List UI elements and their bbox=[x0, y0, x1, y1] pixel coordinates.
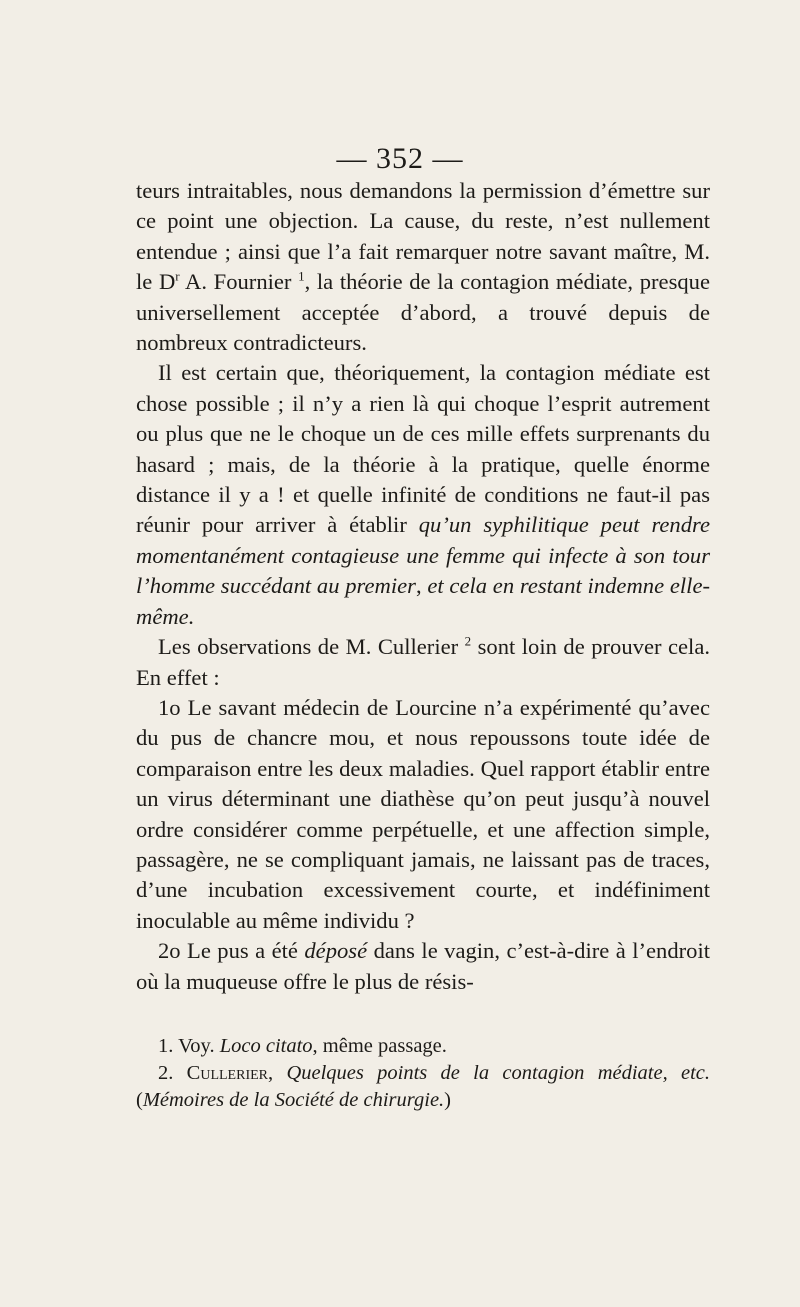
footnote-2-text-b: , bbox=[268, 1062, 287, 1084]
footnote-2-author: Cullerier bbox=[186, 1062, 269, 1084]
page-number: — 352 — bbox=[336, 142, 464, 175]
paragraph-2-text-b: , bbox=[415, 573, 428, 599]
footnote-2 bbox=[136, 1060, 710, 1114]
footnote-ref-2: 2 bbox=[464, 633, 472, 649]
paragraph-1 bbox=[136, 176, 710, 358]
doctor-superscript: r bbox=[175, 268, 180, 284]
paragraph-1-text-c: , la théorie de la contagion médiate, presque universellement acceptée d’abord, a trouvé depuis de nombreux contradicteurs. bbox=[136, 269, 710, 356]
paragraph-3-text-a: Les observations de M. Cullerier bbox=[158, 634, 465, 660]
paragraph-2-italic: qu’un syphilitique peut rendre momentanément contagieuse une femme qui infecte à son tour l’homme succédant au premier bbox=[136, 512, 711, 599]
main-text bbox=[136, 176, 710, 997]
footnote-2-italic-2: Mémoires de la Société de chirurgie. bbox=[142, 1089, 445, 1111]
footnote-2-text-c: ( bbox=[136, 1089, 143, 1111]
paragraph-1-text-b: A. Fournier bbox=[179, 269, 299, 295]
footnote-2-number: 2. bbox=[158, 1062, 187, 1084]
footnote-2-italic: Quelques points de la contagion médiate, etc. bbox=[286, 1062, 711, 1084]
footnotes bbox=[136, 1033, 710, 1114]
paragraph-5-italic: déposé bbox=[304, 938, 368, 964]
footnote-ref-1: 1 bbox=[298, 268, 305, 284]
paragraph-3 bbox=[136, 632, 710, 693]
paragraph-2-italic-2: et cela en restant indemne elle-même. bbox=[136, 573, 710, 629]
footnote-1-italic: Loco citato bbox=[219, 1035, 313, 1057]
footnote-2-text-d: ) bbox=[444, 1089, 451, 1111]
footnote-1-number: 1. bbox=[158, 1035, 179, 1057]
paragraph-3-text-b: sont loin de prouver cela. En effet : bbox=[136, 634, 710, 690]
paragraph-5-text-a: 2o Le pus a été bbox=[158, 938, 305, 964]
paragraph-5 bbox=[136, 936, 710, 997]
footnote-1-text-a: Voy. bbox=[178, 1035, 220, 1057]
paragraph-5-text-b: dans le vagin, c’est-à-dire à l’endroit où la muqueuse offre le plus de résis- bbox=[136, 938, 710, 994]
footnote-1 bbox=[136, 1033, 710, 1060]
paragraph-4: 1o Le savant médecin de Lourcine n’a expérimenté qu’avec du pus de chancre mou, et nous repoussons toute idée de comparaison entre les deux maladies. Quel rapport établir entre un virus déterminant une diathèse qu’on peut jusqu’à nouvel ordre considérer comme perpétuelle, et une affection simple, passagère, ne se compliquant jamais, ne laissant pas de traces, d’une incubation excessivement courte, et indéfiniment inoculable au même individu ? bbox=[136, 694, 710, 933]
footnote-1-text-b: , même passage. bbox=[312, 1035, 447, 1057]
paragraph-1-text-a: teurs intraitables, nous demandons la permission d’émettre sur ce point une objection. La cause, du reste, n’est nullement entendue ; ainsi que l’a fait remarquer notre savant maître, M. le D bbox=[136, 178, 710, 295]
paragraph-2-text-a: Il est certain que, théoriquement, la contagion médiate est chose possible ; il n’y a rien là qui choque l’esprit autrement ou plus que ne le choque un de ces mille effets surprenants du hasard ; mais, de la théorie à la pratique, quelle énorme distance il y a ! et quelle infinité de conditions ne faut-il pas réunir pour arriver à établir bbox=[136, 360, 710, 538]
paragraph-2 bbox=[136, 358, 710, 632]
